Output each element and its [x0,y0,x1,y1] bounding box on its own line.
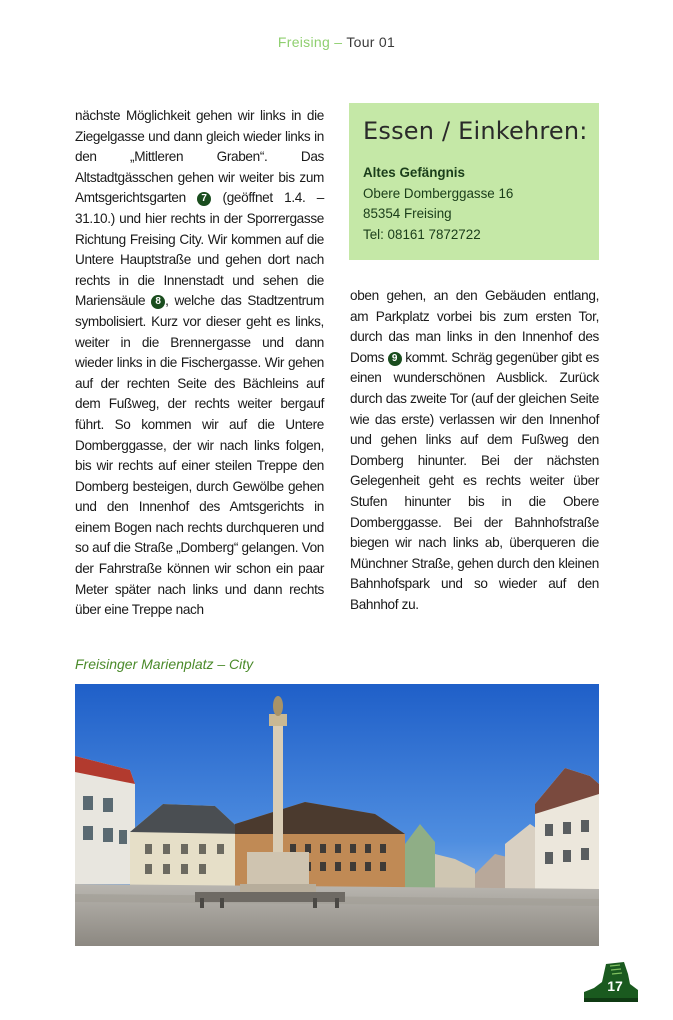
restaurant-name: Altes Gefängnis [363,165,465,180]
waypoint-8-badge: 8 [151,295,165,309]
running-header [0,34,673,50]
waypoint-9-badge: 9 [388,352,402,366]
info-box-title: Essen / Einkehren: [363,117,588,145]
marienplatz-photo [75,684,599,946]
right-text-part-1: oben gehen, an den Gebäuden entlang, am Parkplatz vorbei bis zum ersten Tor, durch das man links in den Innenhof des Doms [350,288,599,365]
header-place: Freising [277,34,331,50]
header-tour: Tour 01 [346,34,396,50]
header-separator: – [334,34,343,50]
right-text-part-2: kommt. Schräg gegenüber gibt es einen wunderschönen Ausblick. Zurück durch das zweite Tor (auf der gleichen Seite wie das erste) verlassen wir den Innenhof und gehen links auf dem Fußweg den Domberg hinunter. Bei der nächsten Gelegenheit geht es rechts weiter über Stufen hinunter bis in die Obere Domberggasse. Bei der Bahnhofstraße biegen wir nach links ab, überqueren die Münchner Straße, gehen durch den kleinen Bahnhofspark und so wieder auf den Bahnhof zu. [350,349,599,612]
waypoint-7-badge: 7 [197,192,211,206]
left-text-part-3: , welche das Stadtzentrum symbolisiert. Kurz vor dieser geht es links, weiter in die Brennergasse und dann wieder links in die Fischergasse. Wir gehen auf der rechten Seite des Bächleins auf dem Fußweg, der rechts weiter bergauf führt. So kommen wir auf die Untere Domberggasse, der wir nach links folgen, bis wir rechts auf einer steilen Treppe den Domberg besteigen, durch Gewölbe gehen und den Innenhof des Amtsgerichts in einem Bogen nach rechts durchqueren und so auf die Straße „Domberg“ gelangen. Von der Fahrstraße können wir schon ein paar Meter später nach links und dann rechts über eine Treppe nach [75,293,324,618]
left-text-part-2: (geöffnet 1.4. – 31.10.) und hier rechts in der Sporrergasse Richtung Freising City. Wir kommen auf die Untere Hauptstraße und gehen dort nach rechts in die Innenstadt und sehen die Mariensäule [75,190,324,309]
restaurant-city: 85354 Freising [363,206,452,222]
restaurant-street: Obere Domberggasse 16 [363,185,514,201]
info-box-address [363,163,513,245]
page-number: 17 [607,978,623,994]
food-info-box [349,103,599,260]
left-text-column [75,106,324,621]
left-text-part-1: nächste Möglichkeit gehen wir links in die Ziegelgasse und dann gleich wieder links in den „Mittleren Graben“. Das Altstadtgässchen gehen wir weiter bis zum Amtsgerichtsgarten [75,108,324,206]
restaurant-phone: Tel: 08161 7872722 [363,226,481,242]
right-text-column [350,286,599,616]
photo-caption: Freisinger Marienplatz – City [75,656,254,672]
marienplatz-illustration [75,684,599,946]
